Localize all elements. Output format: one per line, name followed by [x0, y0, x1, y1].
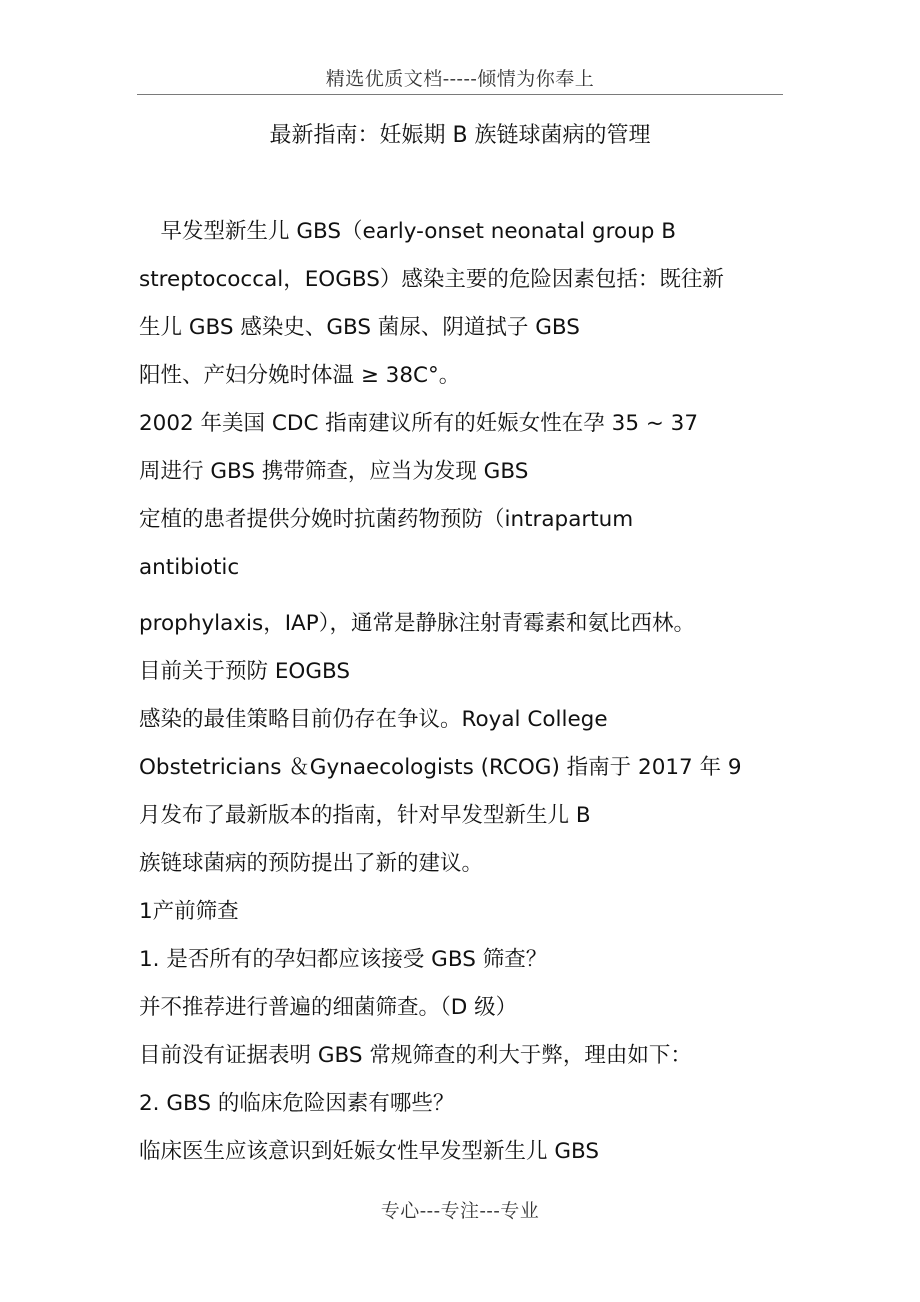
body-line: streptococcal，EOGBS）感染主要的危险因素包括：既往新	[139, 267, 724, 292]
body-line: 临床医生应该意识到妊娠女性早发型新生儿 GBS	[139, 1139, 600, 1164]
body-line: 2. GBS 的临床危险因素有哪些？	[139, 1091, 455, 1116]
body-line: 2002 年美国 CDC 指南建议所有的妊娠女性在孕 35 ~ 37	[139, 411, 699, 436]
body-line: 族链球菌病的预防提出了新的建议。	[139, 851, 484, 876]
section-heading: 1产前筛查	[139, 899, 239, 924]
page-footer: 专心---专注---专业	[380, 1200, 540, 1222]
body-line: Obstetricians ＆Gynaecologists (RCOG) 指南于 2017 年 9	[139, 755, 742, 780]
body-line: 目前没有证据表明 GBS 常规筛查的利大于弊，理由如下：	[139, 1043, 692, 1068]
body-line: 定植的患者提供分娩时抗菌药物预防（intrapartum	[139, 507, 634, 532]
body-line: 并不推荐进行普遍的细菌筛查。（D 级）	[139, 995, 518, 1020]
header-divider	[137, 94, 783, 95]
body-line: 阳性、产妇分娩时体温 ≥ 38C°。	[139, 363, 461, 388]
body-line: 周进行 GBS 携带筛查，应当为发现 GBS	[139, 459, 529, 484]
body-line: antibiotic	[139, 555, 240, 580]
body-line: 月发布了最新版本的指南，针对早发型新生儿 B	[139, 803, 591, 828]
body-line: 感染的最佳策略目前仍存在争议。Royal College	[139, 707, 608, 732]
body-line: 早发型新生儿 GBS（early-onset neonatal group B	[139, 219, 676, 244]
body-line: 1. 是否所有的孕妇都应该接受 GBS 筛查？	[139, 947, 548, 972]
document-title: 最新指南：妊娠期 B 族链球菌病的管理	[269, 123, 651, 148]
document-body	[139, 208, 785, 1176]
body-line: 生儿 GBS 感染史、GBS 菌尿、阴道拭子 GBS	[139, 315, 580, 340]
page-header: 精选优质文档-----倾情为你奉上	[325, 68, 595, 90]
body-line: 目前关于预防 EOGBS	[139, 659, 351, 684]
body-line: prophylaxis，IAP），通常是静脉注射青霉素和氨比西林。	[139, 611, 695, 636]
